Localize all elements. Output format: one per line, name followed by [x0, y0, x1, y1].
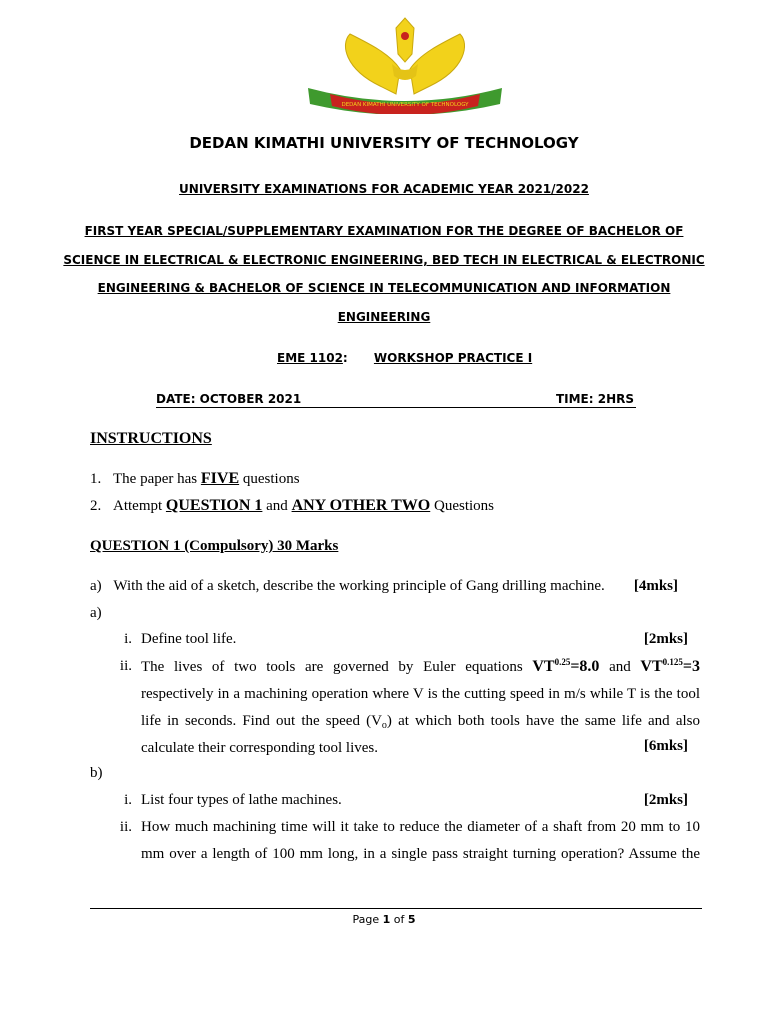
- course-line: [277, 351, 532, 365]
- question-1a2-label: a): [90, 605, 102, 621]
- question-1b-i-num: i.: [124, 792, 132, 808]
- exam-date: DATE: OCTOBER 2021: [156, 392, 302, 406]
- date-time-line: [156, 392, 636, 408]
- question-1a2-ii-num: ii.: [119, 658, 132, 674]
- question-1a2-i-marks: [2mks]: [643, 631, 688, 647]
- instruction-num-2: 2.: [90, 498, 102, 514]
- question-1a: [90, 573, 688, 599]
- question-1b-i-marks: [2mks]: [643, 792, 688, 808]
- instruction-text-2: Attempt QUESTION 1 and ANY OTHER TWO Questions: [113, 497, 494, 514]
- question-1b-i-text: List four types of lathe machines.: [141, 792, 342, 808]
- instructions-heading: INSTRUCTIONS: [90, 430, 212, 447]
- question-1b-ii-num: ii.: [119, 819, 132, 835]
- logo-ribbon-text: DEDAN KIMATHI UNIVERSITY OF TECHNOLOGY: [341, 102, 469, 108]
- question-1a2-ii-marks: [6mks]: [643, 738, 688, 754]
- question-1a-text: With the aid of a sketch, describe the working principle of Gang drilling machine.: [113, 578, 605, 594]
- question-1a-label: a): [90, 578, 102, 594]
- exam-title-line-3: ENGINEERING & BACHELOR OF SCIENCE IN TELECOMMUNICATION AND INFORMATION: [97, 281, 671, 295]
- question-1b-ii-text: How much machining time will it take to reduce the diameter of a shaft from 20 mm to 10 mm over a length of 100 mm long, in a single pass straight turning operation? Assume the: [141, 819, 700, 862]
- question-1a2-ii-text: The lives of two tools are governed by Euler equations $VT^{0.25}=8.0$ and $VT^{0.125}=3$ respectively in a machining operation where V is the cutting speed in m/s while T is the tool life in seconds. Find out the speed $(V_o)$ at which both tools have the same life and also calculate their corresponding tool lives.: [141, 657, 700, 756]
- question-1a-marks: [4mks]: [633, 578, 678, 594]
- instruction-text-1: The paper has FIVE questions: [113, 470, 300, 487]
- course-separator: :: [342, 351, 348, 365]
- question-1-heading: QUESTION 1 (Compulsory) 30 Marks: [90, 538, 339, 554]
- exam-title-line-1: FIRST YEAR SPECIAL/SUPPLEMENTARY EXAMINATION FOR THE DEGREE OF BACHELOR OF: [84, 224, 684, 238]
- university-name: DEDAN KIMATHI UNIVERSITY OF TECHNOLOGY: [189, 134, 579, 152]
- exam-title-line-4: ENGINEERING: [337, 310, 431, 324]
- instruction-item-1: [90, 466, 300, 492]
- question-1b-label: b): [90, 765, 103, 781]
- question-1a2-i-num: i.: [124, 631, 132, 647]
- course-name: WORKSHOP PRACTICE I: [373, 351, 533, 365]
- instruction-item-2: [90, 493, 494, 519]
- page-number: Page 1 of 5: [352, 913, 416, 926]
- exam-year: UNIVERSITY EXAMINATIONS FOR ACADEMIC YEAR 2021/2022: [179, 182, 589, 196]
- exam-title-line-2: SCIENCE IN ELECTRICAL & ELECTRONIC ENGINEERING, BED TECH IN ELECTRICAL & ELECTRONIC: [63, 253, 705, 267]
- question-1a2-i-text: Define tool life.: [141, 631, 237, 647]
- footer-rule: [90, 908, 702, 909]
- exam-time: TIME: 2HRS: [555, 392, 634, 406]
- question-1a2-ii: [0, 653, 768, 763]
- instruction-num-1: 1.: [90, 471, 102, 487]
- university-logo: [300, 14, 510, 114]
- course-code: EME 1102: [277, 351, 343, 365]
